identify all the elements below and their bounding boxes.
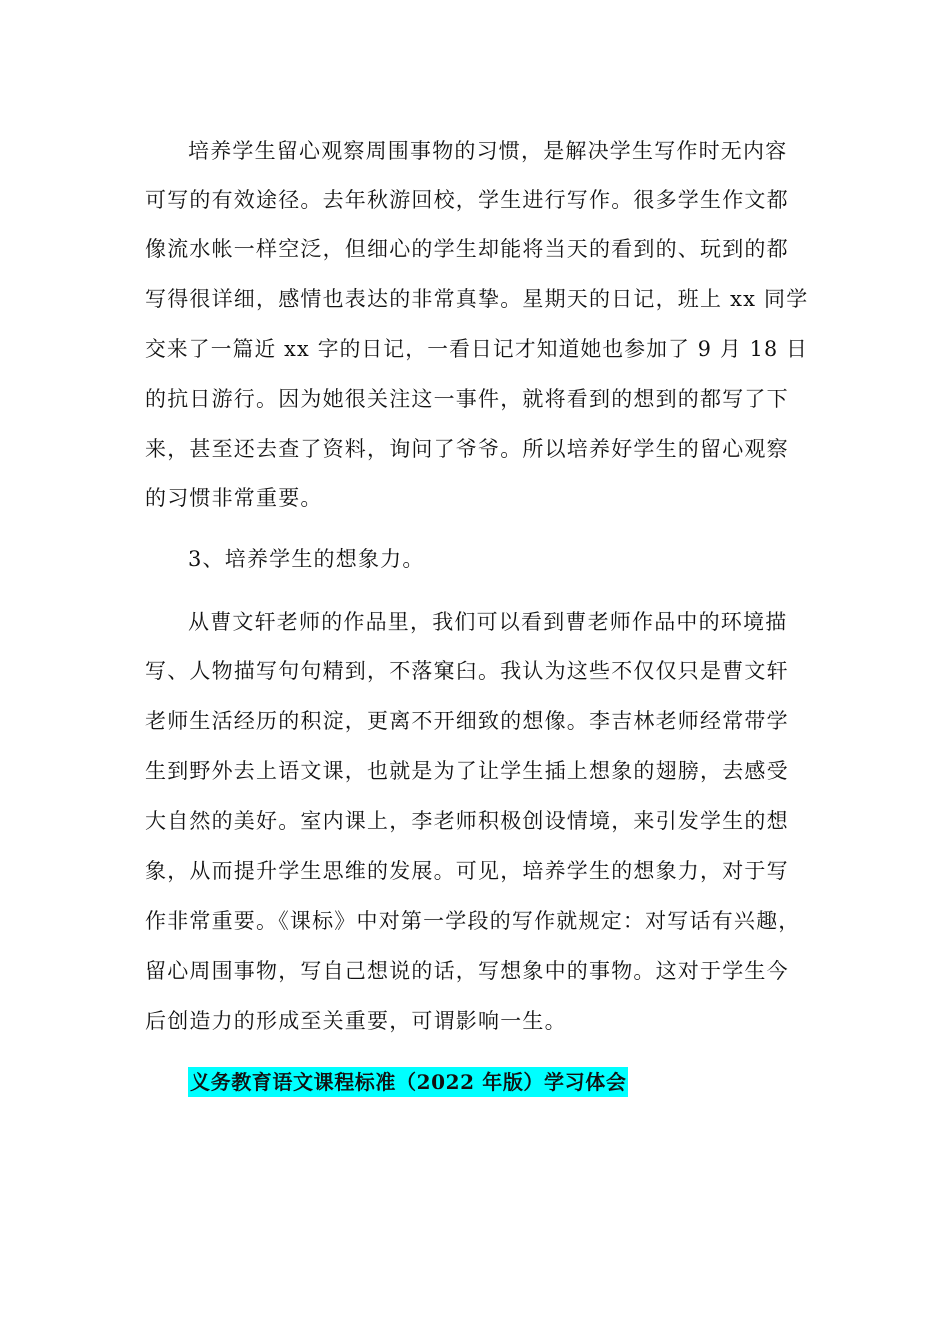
paragraph-1-line-7: 来，甚至还去查了资料，询问了爷爷。所以培养好学生的留心观察 bbox=[145, 437, 789, 461]
paragraph-2-line-8: 留心周围事物，写自己想说的话，写想象中的事物。这对于学生今 bbox=[145, 959, 789, 983]
paragraph-2-line-2: 写、人物描写句句精到，不落窠臼。我认为这些不仅仅只是曹文轩 bbox=[145, 659, 789, 683]
paragraph-1-line-6: 的抗日游行。因为她很关注这一事件，就将看到的想到的都写了下 bbox=[145, 387, 789, 411]
paragraph-1-line-2: 可写的有效途径。去年秋游回校，学生进行写作。很多学生作文都 bbox=[145, 188, 789, 212]
paragraph-2-line-3: 老师生活经历的积淀，更离不开细致的想像。李吉林老师经常带学 bbox=[145, 709, 789, 733]
paragraph-2-line-1: 从曹文轩老师的作品里，我们可以看到曹老师作品中的环境描 bbox=[188, 610, 788, 634]
paragraph-1-line-3: 像流水帐一样空泛，但细心的学生却能将当天的看到的、玩到的都 bbox=[145, 237, 789, 261]
paragraph-2-line-4: 生到野外去上语文课，也就是为了让学生插上想象的翅膀，去感受 bbox=[145, 759, 789, 783]
paragraph-2-line-7: 作非常重要。《课标》中对第一学段的写作就规定：对写话有兴趣， bbox=[145, 909, 801, 933]
highlighted-title: 义务教育语文课程标准（2022 年版）学习体会 bbox=[188, 1067, 628, 1097]
paragraph-2-line-6: 象，从而提升学生思维的发展。可见，培养学生的想象力，对于写 bbox=[145, 859, 789, 883]
paragraph-1-line-1: 培养学生留心观察周围事物的习惯，是解决学生写作时无内容 bbox=[188, 139, 788, 163]
paragraph-2-line-5: 大自然的美好。室内课上，李老师积极创设情境，来引发学生的想 bbox=[145, 809, 789, 833]
paragraph-2-line-9: 后创造力的形成至关重要，可谓影响一生。 bbox=[145, 1009, 567, 1033]
section-3-heading: 3、培养学生的想象力。 bbox=[188, 547, 425, 571]
paragraph-1-line-5: 交来了一篇近 xx 字的日记，一看日记才知道她也参加了 9 月 18 日 bbox=[145, 337, 809, 361]
paragraph-1-line-8: 的习惯非常重要。 bbox=[145, 486, 323, 510]
paragraph-1-line-4: 写得很详细，感情也表达的非常真挚。星期天的日记，班上 xx 同学 bbox=[145, 287, 809, 311]
